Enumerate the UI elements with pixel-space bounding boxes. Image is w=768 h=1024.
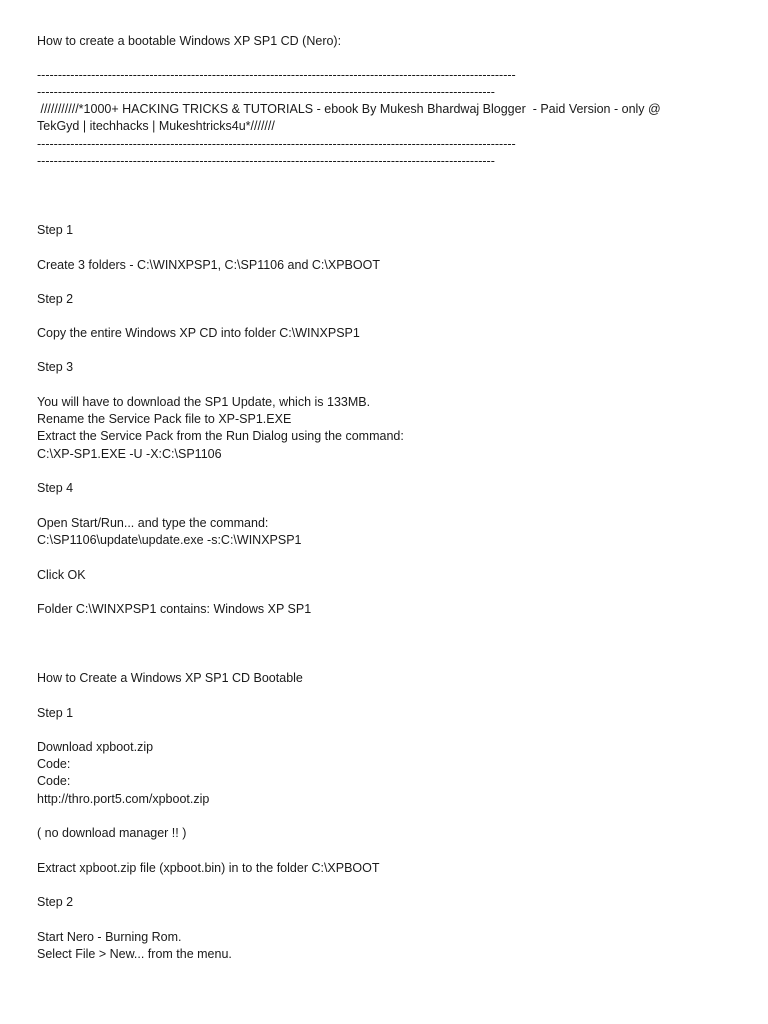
part1-step3-line2: Rename the Service Pack file to XP-SP1.EXE — [37, 412, 292, 426]
part1-folder-contains: Folder C:\WINXPSP1 contains: Windows XP SP1 — [37, 602, 312, 616]
part2-step1-heading: Step 1 — [37, 706, 74, 720]
part2-step2-line1: Start Nero - Burning Rom. — [37, 930, 182, 944]
promo-line-2: TekGyd | itechhacks | Mukeshtricks4u*/////// — [37, 119, 275, 133]
part1-step1-heading: Step 1 — [37, 223, 74, 237]
part2-step1-line3: Code: — [37, 774, 71, 788]
part1-step3-line3: Extract the Service Pack from the Run Dialog using the command: — [37, 429, 404, 443]
part1-step4-line2: C:\SP1106\update\update.exe -s:C:\WINXPSP1 — [37, 533, 302, 547]
part2-step1-line1: Download xpboot.zip — [37, 740, 154, 754]
divider-bottom-1: ------------------------------------------------------------------------------------------------------------------- — [37, 137, 516, 151]
part2-step1-line4: http://thro.port5.com/xpboot.zip — [37, 792, 210, 806]
part2-extract-text: Extract xpboot.zip file (xpboot.bin) in to the folder C:\XPBOOT — [37, 861, 380, 875]
divider-top-1: ------------------------------------------------------------------------------------------------------------------- — [37, 68, 516, 82]
part1-step3-heading: Step 3 — [37, 360, 74, 374]
part2-step1-line2: Code: — [37, 757, 71, 771]
divider-bottom-2: -------------------------------------------------------------------------------------------------------------- — [37, 154, 495, 168]
part1-step3-line1: You will have to download the SP1 Update, which is 133MB. — [37, 395, 371, 409]
part1-step4-line1: Open Start/Run... and type the command: — [37, 516, 269, 530]
part2-step2-heading: Step 2 — [37, 895, 74, 909]
promo-line-1: ///////////*1000+ HACKING TRICKS & TUTORIALS - ebook By Mukesh Bhardwaj Blogger - Paid Version - only @ — [37, 102, 661, 116]
part2-step2-line2: Select File > New... from the menu. — [37, 947, 232, 961]
part1-step3-line4: C:\XP-SP1.EXE -U -X:C:\SP1106 — [37, 447, 222, 461]
divider-top-2: -------------------------------------------------------------------------------------------------------------- — [37, 85, 495, 99]
part2-heading: How to Create a Windows XP SP1 CD Bootable — [37, 671, 303, 685]
part2-no-download-manager: ( no download manager !! ) — [37, 826, 187, 840]
part1-click-ok: Click OK — [37, 568, 86, 582]
part1-step2-heading: Step 2 — [37, 292, 74, 306]
part1-step2-text: Copy the entire Windows XP CD into folder C:\WINXPSP1 — [37, 326, 360, 340]
document-title: How to create a bootable Windows XP SP1 CD (Nero): — [37, 34, 342, 48]
part1-step1-text: Create 3 folders - C:\WINXPSP1, C:\SP1106 and C:\XPBOOT — [37, 258, 380, 272]
part1-step4-heading: Step 4 — [37, 481, 74, 495]
